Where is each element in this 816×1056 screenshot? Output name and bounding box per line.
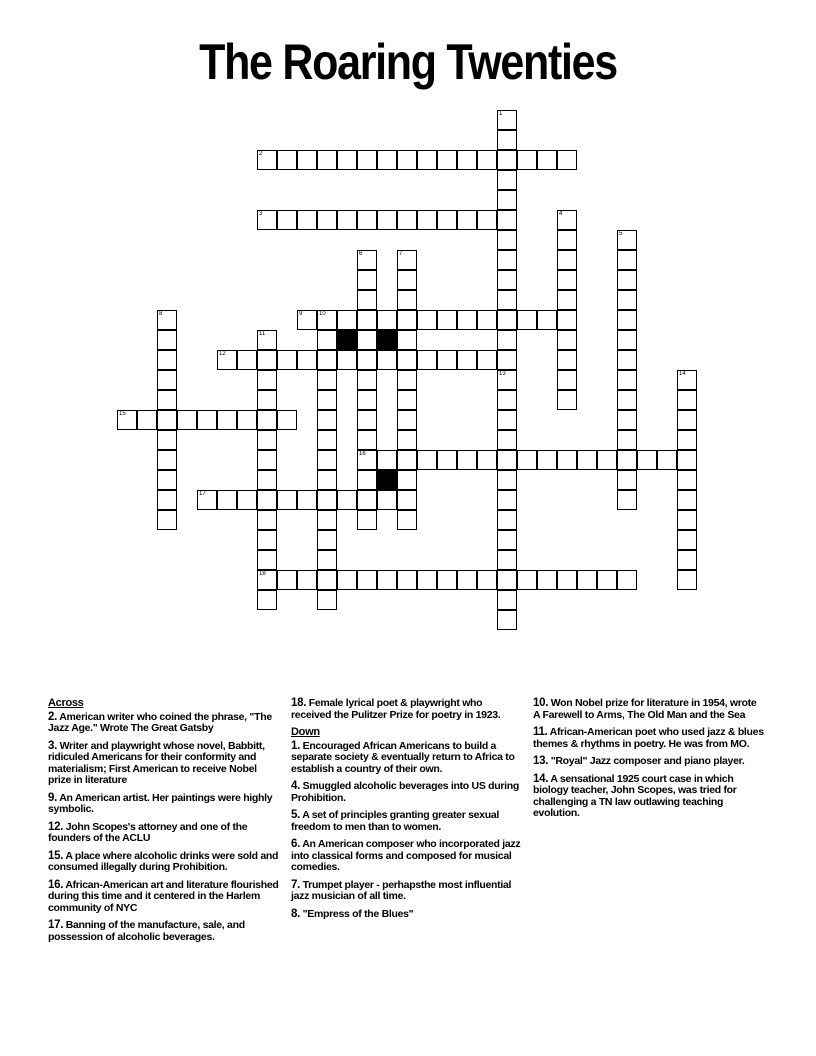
grid-cell[interactable] [457, 450, 477, 470]
grid-cell[interactable] [477, 210, 497, 230]
cell-number: 5 [619, 231, 623, 237]
cell-number: 7 [399, 251, 403, 257]
cell-number: 9 [299, 311, 303, 317]
grid-cell[interactable] [337, 150, 357, 170]
grid-cell[interactable] [657, 450, 677, 470]
grid-cell[interactable] [477, 570, 497, 590]
grid-cell[interactable] [457, 150, 477, 170]
grid-cell[interactable] [497, 370, 517, 390]
clue-number: 13. [533, 755, 549, 767]
grid-cell[interactable] [257, 450, 277, 470]
grid-cell[interactable] [257, 530, 277, 550]
clue-item [291, 781, 523, 804]
grid-cell[interactable] [497, 530, 517, 550]
grid-cell[interactable] [497, 130, 517, 150]
grid-cell[interactable] [417, 210, 437, 230]
cell-number: 3 [259, 211, 263, 217]
grid-cell[interactable] [277, 350, 297, 370]
grid-cell[interactable] [337, 350, 357, 370]
grid-cell[interactable] [617, 390, 637, 410]
grid-cell[interactable] [497, 430, 517, 450]
clue-text: An American composer who incorporated jazz into classical forms and composed for musical comedies. [291, 838, 521, 873]
clue-text: John Scopes's attorney and one of the founders of the ACLU [48, 820, 248, 844]
grid-cell[interactable] [297, 350, 317, 370]
clue-text: African-American poet who used jazz & blues themes & rhythms in poetry. He was from MO. [533, 726, 764, 750]
grid-cell[interactable] [317, 430, 337, 450]
grid-cell[interactable] [557, 150, 577, 170]
cell-number: 1 [499, 111, 503, 117]
grid-cell[interactable] [317, 410, 337, 430]
grid-cell[interactable] [497, 210, 517, 230]
grid-cell[interactable] [397, 290, 417, 310]
grid-cell[interactable] [537, 450, 557, 470]
grid-cell[interactable] [557, 210, 577, 230]
grid-cell[interactable] [317, 310, 337, 330]
clue-text: Encouraged African Americans to build a separate society & eventually return to Africa to establish a country of their own. [291, 739, 515, 775]
grid-cell[interactable] [677, 450, 697, 470]
grid-cell[interactable] [157, 330, 177, 350]
clue-number: 3. [48, 739, 57, 752]
grid-cell[interactable] [497, 310, 517, 330]
cell-number: 17 [199, 491, 206, 497]
grid-cell[interactable] [217, 490, 237, 510]
grid-cell[interactable] [257, 470, 277, 490]
grid-cell[interactable] [397, 490, 417, 510]
clues-column-2 [291, 698, 523, 926]
grid-cell[interactable] [497, 490, 517, 510]
grid-cell[interactable] [357, 390, 377, 410]
grid-cell[interactable] [517, 570, 537, 590]
grid-cell[interactable] [157, 470, 177, 490]
clue-number: 18. [291, 697, 307, 709]
clue-text: Writer and playwright whose novel, Babbitt, ridiculed Americans for their conformity and materialism; First American to receive Nobel prize in literature [48, 739, 265, 786]
grid-cell[interactable] [277, 490, 297, 510]
grid-cell[interactable] [237, 410, 257, 430]
clue-text: An American artist. Her paintings were highly symbolic. [48, 791, 273, 815]
clue-item [48, 712, 280, 735]
grid-cell[interactable] [397, 390, 417, 410]
clue-number: 1. [291, 739, 300, 752]
grid-cell[interactable] [257, 370, 277, 390]
grid-cell[interactable] [677, 490, 697, 510]
grid-cell[interactable] [457, 210, 477, 230]
grid-cell[interactable] [557, 390, 577, 410]
grid-cell[interactable] [617, 290, 637, 310]
grid-cell[interactable] [357, 350, 377, 370]
clue-number: 9. [48, 791, 57, 804]
clue-text: Banning of the manufacture, sale, and possession of alcoholic beverages. [48, 919, 245, 943]
cell-number: 14 [679, 371, 686, 377]
clue-item [291, 880, 523, 903]
grid-cell[interactable] [297, 310, 317, 330]
grid-cell[interactable] [437, 150, 457, 170]
grid-cell[interactable] [497, 590, 517, 610]
grid-cell[interactable] [677, 390, 697, 410]
clue-text: Trumpet player - perhapsthe most influential jazz musician of all time. [291, 878, 512, 902]
clue-number: 7. [291, 878, 300, 891]
grid-cell[interactable] [317, 570, 337, 590]
grid-cell[interactable] [497, 150, 517, 170]
grid-cell[interactable] [397, 210, 417, 230]
grid-cell[interactable] [537, 570, 557, 590]
clue-number: 16. [48, 878, 64, 891]
clue-item [291, 698, 523, 721]
grid-cell[interactable] [397, 450, 417, 470]
grid-cell[interactable] [357, 370, 377, 390]
clue-item [533, 698, 765, 721]
clue-number: 8. [291, 907, 300, 920]
grid-cell[interactable] [377, 450, 397, 470]
cell-number: 8 [159, 311, 163, 317]
grid-cell[interactable] [557, 350, 577, 370]
grid-cell[interactable] [177, 410, 197, 430]
grid-cell[interactable] [617, 350, 637, 370]
grid-cell[interactable] [437, 450, 457, 470]
grid-cell[interactable] [237, 490, 257, 510]
grid-cell[interactable] [457, 570, 477, 590]
grid-cell[interactable] [377, 310, 397, 330]
grid-cell[interactable] [557, 370, 577, 390]
cell-number: 10 [319, 311, 326, 317]
grid-cell[interactable] [497, 350, 517, 370]
grid-cell[interactable] [397, 150, 417, 170]
grid-cell[interactable] [557, 270, 577, 290]
grid-cell[interactable] [517, 150, 537, 170]
grid-cell[interactable] [497, 570, 517, 590]
grid-cell[interactable] [417, 350, 437, 370]
grid-cell[interactable] [297, 210, 317, 230]
grid-cell[interactable] [637, 450, 657, 470]
clue-item [291, 839, 523, 874]
grid-cell[interactable] [497, 450, 517, 470]
clue-number: 15. [48, 849, 64, 862]
grid-cell[interactable] [497, 230, 517, 250]
grid-cell[interactable] [357, 450, 377, 470]
grid-cell[interactable] [157, 370, 177, 390]
grid-cell[interactable] [257, 330, 277, 350]
grid-cell[interactable] [397, 330, 417, 350]
grid-cell[interactable] [617, 430, 637, 450]
grid-cell[interactable] [117, 410, 137, 430]
clue-item [48, 920, 280, 943]
grid-cell[interactable] [357, 330, 377, 350]
grid-cell[interactable] [497, 250, 517, 270]
grid-cell[interactable] [417, 150, 437, 170]
grid-cell[interactable] [157, 390, 177, 410]
grid-cell[interactable] [157, 510, 177, 530]
grid-cell[interactable] [157, 310, 177, 330]
grid-cell[interactable] [357, 430, 377, 450]
grid-cell[interactable] [497, 110, 517, 130]
grid-cell[interactable] [257, 550, 277, 570]
grid-cell[interactable] [397, 470, 417, 490]
clue-item [48, 741, 280, 787]
clues-heading-down: Down [291, 726, 320, 738]
grid-cell[interactable] [317, 370, 337, 390]
grid-cell[interactable] [617, 370, 637, 390]
grid-cell[interactable] [157, 350, 177, 370]
black-square [377, 330, 397, 350]
grid-cell[interactable] [497, 170, 517, 190]
clues-column-1 [48, 698, 280, 949]
grid-cell[interactable] [437, 310, 457, 330]
grid-cell[interactable] [317, 330, 337, 350]
clue-number: 11. [533, 726, 548, 738]
grid-cell[interactable] [557, 450, 577, 470]
cell-number: 4 [559, 211, 563, 217]
grid-cell[interactable] [157, 450, 177, 470]
grid-cell[interactable] [357, 410, 377, 430]
cell-number: 13 [499, 371, 506, 377]
clue-item [48, 851, 280, 874]
grid-cell[interactable] [317, 390, 337, 410]
grid-cell[interactable] [497, 270, 517, 290]
grid-cell[interactable] [477, 310, 497, 330]
grid-cell[interactable] [257, 410, 277, 430]
cell-number: 15 [119, 411, 126, 417]
puzzle-title: The Roaring Twenties [199, 34, 617, 90]
grid-cell[interactable] [357, 250, 377, 270]
grid-cell[interactable] [577, 450, 597, 470]
grid-cell[interactable] [497, 330, 517, 350]
cell-number: 18 [259, 571, 266, 577]
grid-cell[interactable] [157, 490, 177, 510]
clue-text: American writer who coined the phrase, "The Jazz Age." Wrote The Great Gatsby [48, 710, 272, 734]
grid-cell[interactable] [497, 190, 517, 210]
grid-cell[interactable] [537, 150, 557, 170]
grid-cell[interactable] [337, 210, 357, 230]
grid-cell[interactable] [337, 570, 357, 590]
grid-cell[interactable] [517, 310, 537, 330]
grid-cell[interactable] [277, 410, 297, 430]
grid-cell[interactable] [437, 570, 457, 590]
grid-cell[interactable] [497, 410, 517, 430]
grid-cell[interactable] [377, 150, 397, 170]
grid-cell[interactable] [377, 350, 397, 370]
clue-number: 2. [48, 710, 57, 723]
grid-cell[interactable] [257, 210, 277, 230]
grid-cell[interactable] [317, 150, 337, 170]
grid-cell[interactable] [677, 470, 697, 490]
grid-cell[interactable] [217, 350, 237, 370]
clue-number: 5. [291, 809, 300, 821]
clue-item [48, 793, 280, 816]
clue-text: "Royal" Jazz composer and piano player. [548, 755, 745, 767]
grid-cell[interactable] [357, 510, 377, 530]
grid-cell[interactable] [417, 570, 437, 590]
clue-number: 12. [48, 820, 64, 833]
grid-cell[interactable] [397, 250, 417, 270]
grid-cell[interactable] [257, 510, 277, 530]
grid-cell[interactable] [617, 570, 637, 590]
grid-cell[interactable] [497, 610, 517, 630]
grid-cell[interactable] [257, 570, 277, 590]
grid-cell[interactable] [377, 570, 397, 590]
grid-cell[interactable] [617, 310, 637, 330]
grid-cell[interactable] [477, 450, 497, 470]
grid-cell[interactable] [617, 330, 637, 350]
grid-cell[interactable] [677, 370, 697, 390]
grid-cell[interactable] [157, 430, 177, 450]
grid-cell[interactable] [577, 570, 597, 590]
grid-cell[interactable] [297, 570, 317, 590]
grid-cell[interactable] [357, 150, 377, 170]
grid-cell[interactable] [597, 450, 617, 470]
grid-cell[interactable] [317, 450, 337, 470]
clue-number: 14. [533, 772, 549, 785]
grid-cell[interactable] [317, 350, 337, 370]
clue-item [533, 756, 765, 768]
grid-cell[interactable] [677, 410, 697, 430]
grid-cell[interactable] [317, 530, 337, 550]
grid-cell[interactable] [317, 590, 337, 610]
grid-cell[interactable] [457, 310, 477, 330]
grid-cell[interactable] [677, 530, 697, 550]
grid-cell[interactable] [517, 450, 537, 470]
grid-cell[interactable] [357, 570, 377, 590]
grid-cell[interactable] [317, 550, 337, 570]
grid-cell[interactable] [397, 570, 417, 590]
cell-number: 11 [259, 331, 266, 337]
grid-cell[interactable] [677, 550, 697, 570]
grid-cell[interactable] [417, 310, 437, 330]
grid-cell[interactable] [357, 490, 377, 510]
grid-cell[interactable] [677, 510, 697, 530]
grid-cell[interactable] [197, 490, 217, 510]
grid-cell[interactable] [677, 430, 697, 450]
grid-cell[interactable] [317, 490, 337, 510]
grid-cell[interactable] [617, 410, 637, 430]
grid-cell[interactable] [497, 550, 517, 570]
cell-number: 2 [259, 151, 263, 157]
grid-cell[interactable] [617, 270, 637, 290]
grid-cell[interactable] [357, 210, 377, 230]
grid-cell[interactable] [497, 390, 517, 410]
grid-cell[interactable] [337, 310, 357, 330]
clue-number: 17. [48, 919, 64, 931]
clue-item [48, 880, 280, 915]
grid-cell[interactable] [317, 510, 337, 530]
grid-cell[interactable] [357, 270, 377, 290]
grid-cell[interactable] [497, 290, 517, 310]
grid-cell[interactable] [197, 410, 217, 430]
grid-cell[interactable] [457, 350, 477, 370]
grid-cell[interactable] [557, 230, 577, 250]
grid-cell[interactable] [617, 490, 637, 510]
cell-number: 6 [359, 251, 363, 257]
grid-cell[interactable] [277, 150, 297, 170]
grid-cell[interactable] [297, 490, 317, 510]
grid-cell[interactable] [437, 350, 457, 370]
grid-cell[interactable] [217, 410, 237, 430]
grid-cell[interactable] [257, 390, 277, 410]
black-square [337, 330, 357, 350]
cell-number: 12 [219, 351, 226, 357]
clue-text: A set of principles granting greater sexual freedom to men than to women. [291, 809, 499, 833]
clue-text: A sensational 1925 court case in which biology teacher, John Scopes, was tried for challenging a TN law outlawing teaching evolution. [533, 772, 737, 819]
clue-text: A place where alcoholic drinks were sold and consumed illegally during Prohibition. [48, 849, 279, 873]
grid-cell[interactable] [477, 150, 497, 170]
grid-cell[interactable] [497, 470, 517, 490]
grid-cell[interactable] [357, 470, 377, 490]
grid-cell[interactable] [397, 350, 417, 370]
grid-cell[interactable] [337, 490, 357, 510]
clue-item [533, 727, 765, 750]
grid-cell[interactable] [257, 590, 277, 610]
black-square [377, 470, 397, 490]
grid-cell[interactable] [557, 290, 577, 310]
clue-item [533, 774, 765, 820]
grid-cell[interactable] [537, 310, 557, 330]
clue-item [291, 810, 523, 833]
clue-text: Smuggled alcoholic beverages into US during Prohibition. [291, 780, 520, 804]
grid-cell[interactable] [397, 370, 417, 390]
grid-cell[interactable] [417, 450, 437, 470]
clue-number: 6. [291, 838, 300, 850]
grid-cell[interactable] [277, 210, 297, 230]
grid-cell[interactable] [317, 210, 337, 230]
grid-cell[interactable] [617, 450, 637, 470]
grid-cell[interactable] [237, 350, 257, 370]
clue-item [291, 741, 523, 776]
grid-cell[interactable] [137, 410, 157, 430]
clue-text: Female lyrical poet & playwright who received the Pulitzer Prize for poetry in 1923. [291, 697, 501, 721]
grid-cell[interactable] [397, 510, 417, 530]
grid-cell[interactable] [377, 490, 397, 510]
clue-number: 10. [533, 697, 549, 709]
grid-cell[interactable] [317, 470, 337, 490]
clue-text: African-American art and literature flourished during this time and it centered in the Harlem community of NYC [48, 878, 279, 914]
grid-cell[interactable] [257, 430, 277, 450]
clue-text: "Empress of the Blues" [300, 907, 414, 920]
grid-cell[interactable] [257, 490, 277, 510]
grid-cell[interactable] [557, 570, 577, 590]
grid-cell[interactable] [497, 510, 517, 530]
clues-column-3 [533, 698, 765, 826]
grid-cell[interactable] [617, 470, 637, 490]
clues-heading-across: Across [48, 697, 84, 709]
grid-cell[interactable] [397, 430, 417, 450]
grid-cell[interactable] [257, 350, 277, 370]
grid-cell[interactable] [477, 350, 497, 370]
clue-number: 4. [291, 780, 300, 792]
grid-cell[interactable] [157, 410, 177, 430]
grid-cell[interactable] [357, 290, 377, 310]
grid-cell[interactable] [397, 410, 417, 430]
grid-cell[interactable] [257, 150, 277, 170]
clue-item [291, 909, 523, 921]
grid-cell[interactable] [397, 270, 417, 290]
clue-text: Won Nobel prize for literature in 1954, wrote A Farewell to Arms, The Old Man and the Sea [533, 697, 757, 721]
grid-cell[interactable] [677, 570, 697, 590]
grid-cell[interactable] [557, 250, 577, 270]
grid-cell[interactable] [357, 310, 377, 330]
grid-cell[interactable] [617, 250, 637, 270]
grid-cell[interactable] [297, 150, 317, 170]
grid-cell[interactable] [557, 310, 577, 330]
grid-cell[interactable] [557, 330, 577, 350]
cell-number: 16 [359, 451, 366, 457]
grid-cell[interactable] [277, 570, 297, 590]
clue-item [48, 822, 280, 845]
grid-cell[interactable] [617, 230, 637, 250]
grid-cell[interactable] [397, 310, 417, 330]
grid-cell[interactable] [597, 570, 617, 590]
grid-cell[interactable] [377, 210, 397, 230]
grid-cell[interactable] [437, 210, 457, 230]
